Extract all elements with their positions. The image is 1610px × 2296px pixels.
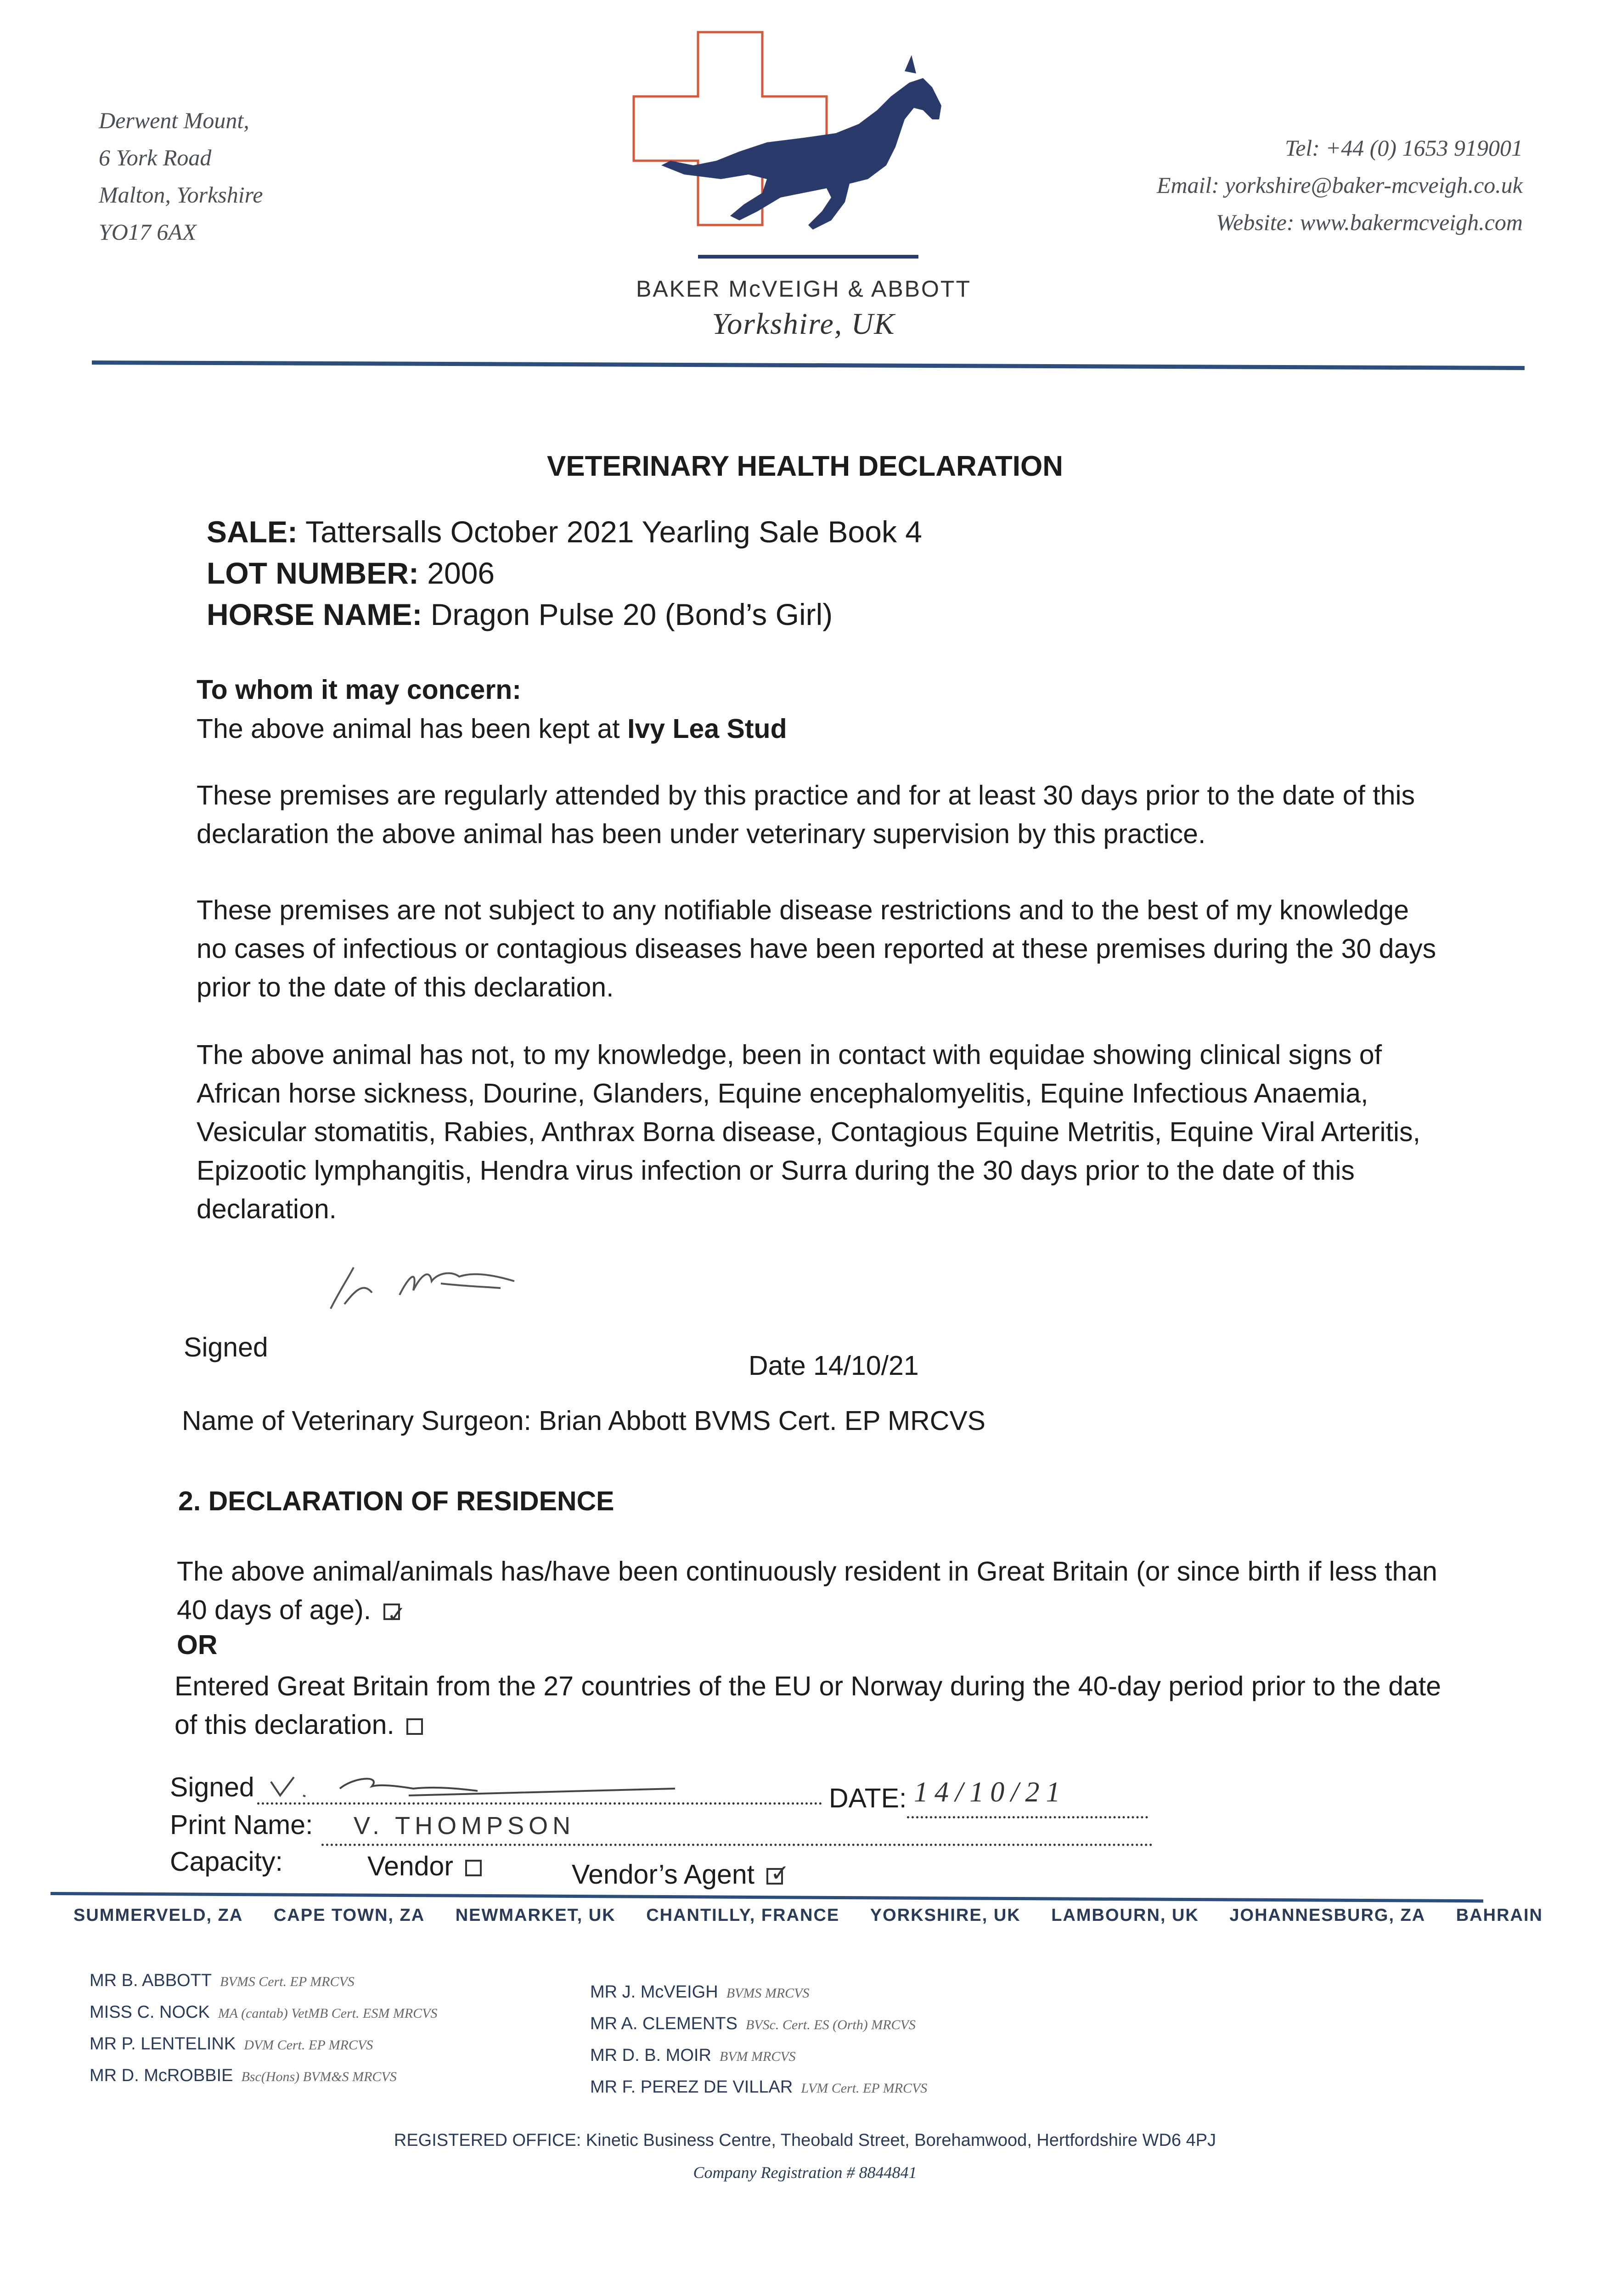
vet-surgeon-name: Name of Veterinary Surgeon: Brian Abbott BVMS Cert. EP MRCVS [182,1406,986,1436]
vets-list-left [90,1965,437,2092]
vet-quals: DVM Cert. EP MRCVS [244,2037,373,2053]
horse-value: Dragon Pulse 20 (Bond’s Girl) [430,597,833,631]
kept-at-place: Ivy Lea Stud [627,714,787,744]
vet-name: MR A. CLEMENTS [590,2014,737,2033]
vet-quals: MA (cantab) VetMB Cert. ESM MRCVS [218,2006,438,2021]
vet-entry [90,2060,437,2092]
vendor-agent-label: Vendor’s Agent [572,1859,755,1890]
print-name-value: V. THOMPSON [354,1812,575,1840]
vendor-checkbox[interactable] [465,1860,482,1876]
option-2-checkbox[interactable] [406,1718,423,1735]
vet-entry [590,2040,927,2072]
header-divider [92,360,1525,370]
sale-label: SALE: [207,515,298,549]
company-registration: Company Registration # 8844841 [693,2163,917,2182]
address-line: Malton, Yorkshire [99,182,263,208]
print-name-line[interactable] [321,1844,1153,1846]
or-separator: OR [177,1630,218,1660]
office-location: BAHRAIN [1456,1906,1543,1925]
vendor-label: Vendor [367,1851,453,1881]
kept-at-line [197,709,1436,748]
capacity-label: Capacity: [170,1846,283,1877]
vet-name: MR D. B. MOIR [590,2046,711,2065]
residence-option-1 [177,1552,1453,1629]
galloping-horse-icon [661,55,941,230]
tick-mark-icon: ✓ [387,1602,406,1628]
vet-name: MISS C. NOCK [90,2003,210,2022]
vet-quals: BVM MRCVS [719,2049,796,2064]
lot-line [207,556,495,591]
residence-option-2 [175,1667,1451,1744]
address-line: 6 York Road [99,145,212,170]
vet-name: MR F. PEREZ DE VILLAR [590,2077,793,2097]
office-location: NEWMARKET, UK [455,1906,616,1925]
office-locations [73,1906,1543,1925]
office-location: JOHANNESBURG, ZA [1229,1906,1426,1925]
vet-quals: LVM Cert. EP MRCVS [801,2081,928,2096]
vet-quals: BVSc. Cert. ES (Orth) MRCVS [745,2017,916,2032]
vet-signed-label: Signed [184,1332,268,1362]
vendor-agent-checkbox[interactable] [766,1860,790,1886]
horse-line [207,597,833,632]
vet-name: MR D. McROBBIE [90,2066,233,2085]
residence-option-1-text: The above animal/animals has/have been continuously resident in Great Britain (or since birth if less than 40 days of age). [177,1556,1437,1625]
owner-signature [262,1763,689,1809]
horse-cross-logo [629,28,978,266]
vet-entry [90,1965,437,1997]
capacity-vendor-option [367,1851,482,1882]
footer-divider [51,1892,1483,1902]
horse-label: HORSE NAME: [207,597,422,631]
greeting: To whom it may concern: [197,675,521,705]
practice-contacts [1157,129,1523,241]
vet-entry [590,2072,927,2104]
vet-quals: Bsc(Hons) BVM&S MRCVS [241,2069,397,2084]
vet-entry [90,2029,437,2060]
practice-location: Yorkshire, UK [712,307,895,341]
option-1-checkbox[interactable] [383,1602,406,1628]
owner-date-label: DATE: [829,1783,907,1813]
logo-underline [698,255,918,259]
kept-at-prefix: The above animal has been kept at [197,714,620,744]
vet-signed-date: Date 14/10/21 [749,1351,919,1381]
residence-option-2-text: Entered Great Britain from the 27 countries of the EU or Norway during the 40-day period prior to the date of this declaration. [175,1671,1441,1740]
sale-line [207,514,922,549]
vets-list-right [590,1977,927,2104]
office-location: SUMMERVELD, ZA [73,1906,243,1925]
vet-name: MR P. LENTELINK [90,2034,236,2054]
vet-entry [590,2009,927,2040]
vet-signature [321,1249,551,1318]
lot-value: 2006 [427,556,495,590]
tick-mark-icon: ✓ [770,1860,790,1886]
disease-contact-paragraph: The above animal has not, to my knowledge, been in contact with equidae showing clinical signs of African horse sickness, Dourine, Glanders, Equine encephalomyelitis, Equine Infectious Anaemia, Vesicular stomatitis, Rabies, Anthrax Borna disease, Contagious Equine Metritis, Equine Viral Arteritis, Epizootic lymphangitis, Hendra virus infection or Surra during the 30 days prior to the date of this declaration. [197,1040,1421,1224]
address-line: YO17 6AX [99,219,197,245]
address-line: Derwent Mount, [99,107,249,133]
office-location: LAMBOURN, UK [1051,1906,1199,1925]
vet-entry [590,1977,927,2009]
print-name-label: Print Name: [170,1810,313,1840]
restrictions-paragraph: These premises are not subject to any notifiable disease restrictions and to the best of my knowledge no cases of infectious or contagious diseases have been reported at these premises during the 30 days prior to the date of this declaration. [197,895,1436,1002]
vet-entry [90,1997,437,2029]
office-location: CHANTILLY, FRANCE [646,1906,840,1925]
office-location: YORKSHIRE, UK [870,1906,1021,1925]
owner-date-value: 14/10/21 [914,1777,1067,1808]
red-cross-outline [634,32,827,225]
page-title: VETERINARY HEALTH DECLARATION [546,450,1064,482]
email-address: Email: yorkshire@baker-mcveigh.co.uk [1156,172,1523,198]
vet-name: MR B. ABBOTT [90,1971,212,1990]
vet-quals: BVMS Cert. EP MRCVS [220,1974,355,1989]
supervision-paragraph: These premises are regularly attended by this practice and for at least 30 days prior to the date of this declaration the above animal has been under veterinary supervision by this practice. [197,780,1415,849]
practice-address [99,102,263,251]
date-line[interactable] [907,1816,1148,1818]
website-address: Website: www.bakermcveigh.com [1216,209,1523,235]
lot-label: LOT NUMBER: [207,556,419,590]
registered-office: REGISTERED OFFICE: Kinetic Business Centre, Theobald Street, Borehamwood, Hertfordshire WD6 4PJ [394,2131,1216,2150]
office-location: CAPE TOWN, ZA [273,1906,425,1925]
phone-number: Tel: +44 (0) 1653 919001 [1285,135,1523,161]
residence-heading: 2. DECLARATION OF RESIDENCE [178,1486,614,1516]
vet-name: MR J. McVEIGH [590,1982,718,2002]
vet-quals: BVMS MRCVS [726,1986,810,2001]
owner-signed-label: Signed [170,1772,254,1802]
capacity-agent-option [572,1859,790,1890]
practice-name: BAKER McVEIGH & ABBOTT [636,276,972,302]
sale-value: Tattersalls October 2021 Yearling Sale Book 4 [305,515,923,549]
